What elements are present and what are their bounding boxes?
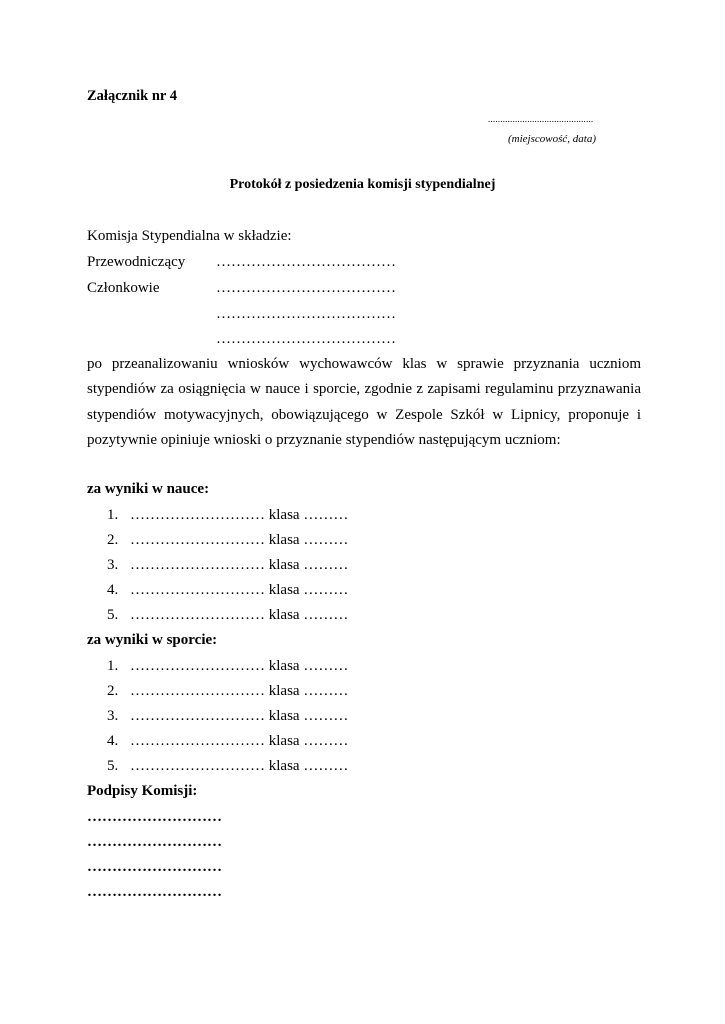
list-item-number: 2.: [107, 532, 119, 548]
list-item-entry: ……………………… klasa ………: [130, 758, 349, 774]
signature-line: ………………………: [87, 834, 222, 850]
list-item-number: 4.: [107, 733, 119, 749]
member-dots: ………………………………: [216, 331, 396, 347]
list-item-entry: ……………………… klasa ………: [130, 683, 349, 699]
list-item-entry: ……………………… klasa ………: [130, 532, 349, 548]
science-heading: za wyniki w nauce:: [87, 481, 210, 497]
list-item-entry: ……………………… klasa ………: [130, 607, 349, 623]
place-date-dots: ...........................................: [488, 114, 594, 124]
sport-heading: za wyniki w sporcie:: [87, 632, 218, 648]
signature-line: ………………………: [87, 809, 222, 825]
document-title: Protokół z posiedzenia komisji stypendialnej: [229, 177, 496, 192]
list-item-number: 5.: [107, 607, 119, 623]
list-item-entry: ……………………… klasa ………: [130, 557, 349, 573]
list-item-number: 2.: [107, 683, 119, 699]
members-label: Członkowie: [87, 280, 160, 296]
attachment-label: Załącznik nr 4: [87, 88, 177, 104]
committee-intro: Komisja Stypendialna w składzie:: [87, 228, 292, 244]
list-item-number: 4.: [107, 582, 119, 598]
list-item-number: 3.: [107, 708, 119, 724]
member-dots: ………………………………: [216, 280, 396, 296]
chair-dots: ………………………………: [216, 254, 396, 270]
list-item-entry: ……………………… klasa ………: [130, 658, 349, 674]
list-item-entry: ……………………… klasa ………: [130, 582, 349, 598]
signatures-heading: Podpisy Komisji:: [87, 783, 198, 799]
list-item-entry: ……………………… klasa ………: [130, 708, 349, 724]
member-dots: ………………………………: [216, 306, 396, 322]
list-item-number: 3.: [107, 557, 119, 573]
place-date-label: (miejscowość, data): [508, 133, 596, 145]
list-item-entry: ……………………… klasa ………: [130, 733, 349, 749]
list-item-entry: ……………………… klasa ………: [130, 507, 349, 523]
list-item-number: 5.: [107, 758, 119, 774]
chair-label: Przewodniczący: [87, 254, 186, 270]
signature-line: ………………………: [87, 884, 222, 900]
body-paragraph: po przeanalizowaniu wniosków wychowawców klas w sprawie przyznania uczniom stypendiów za osiągnięcia w nauce i sporcie, zgodnie z zapisami regulaminu przyznawania stypendiów motywacyjnych, obowiązującego w Zespole Szkół w Lipnicy, proponuje i pozytywnie opiniuje wnioski o przyznanie stypendiów następującym uczniom:: [87, 356, 641, 448]
list-item-number: 1.: [107, 658, 119, 674]
signature-line: ………………………: [87, 859, 222, 875]
list-item-number: 1.: [107, 507, 119, 523]
